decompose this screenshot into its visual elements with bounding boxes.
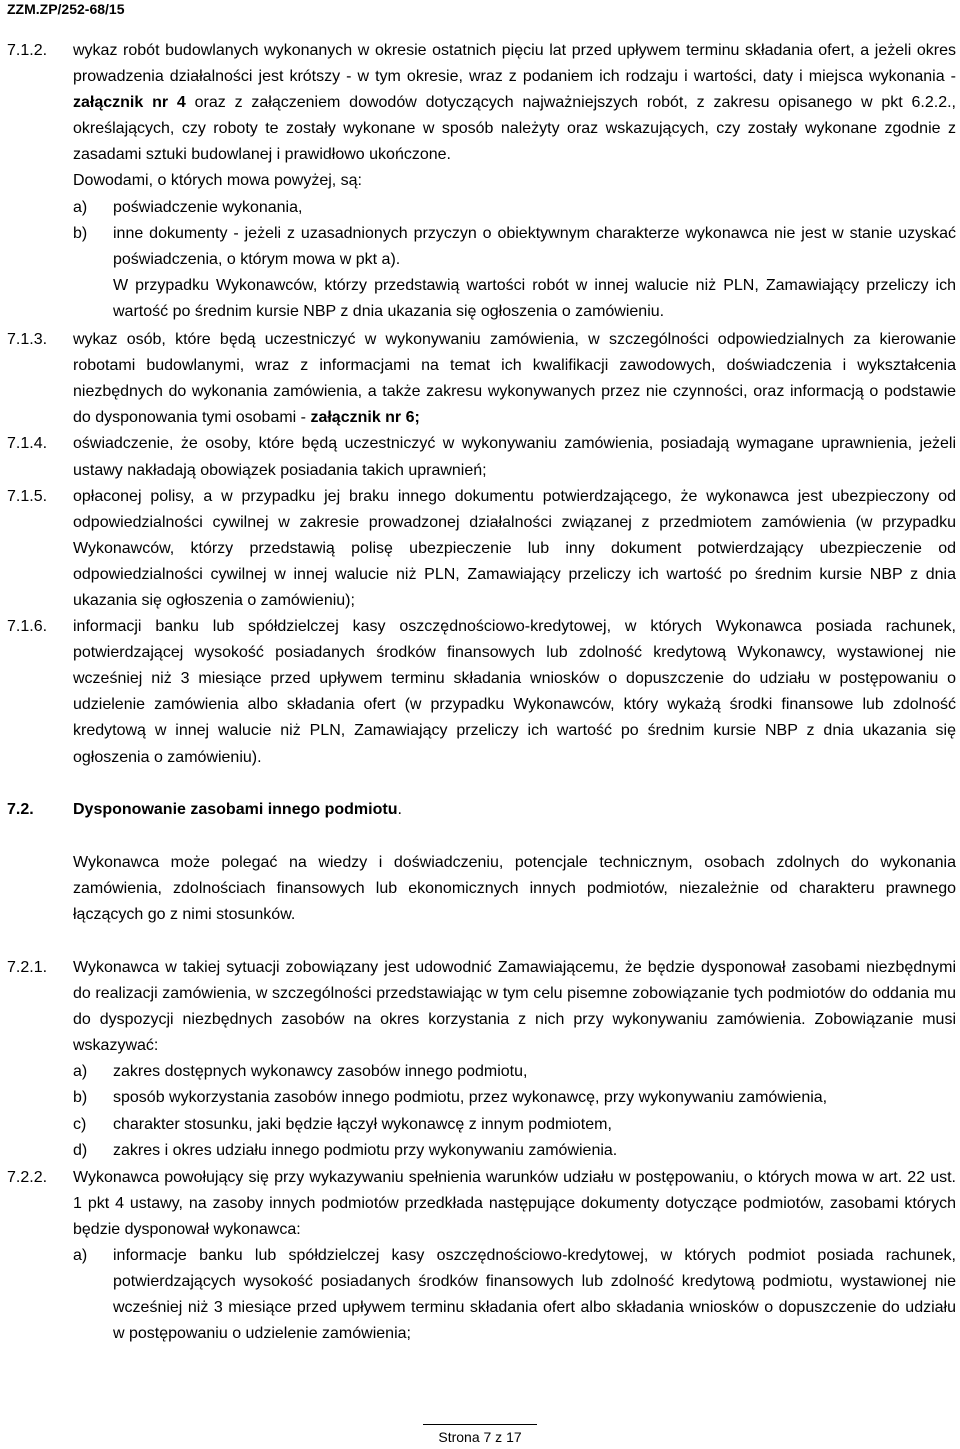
section-7-2-intro bbox=[0, 850, 960, 928]
section-number: 7.1.3. bbox=[7, 331, 48, 349]
section-7-2 bbox=[0, 797, 960, 823]
section-7-2-2 bbox=[0, 1165, 960, 1348]
section-text: informacji banku lub spółdzielczej kasy oszczędnościowo-kredytowej, w których Wykonawca posiada rachunek, potwierdzającej wysokość posiadanych środków finansowych lub zdolność kredytową Wykonawcy, wystawionej nie wcześniej niż 3 miesiące przed upływem terminu składania wniosków o dopuszczenie do udziału w postępowaniu o udzielenie zamówienia albo składania ofert (w przypadku Wykonawców, który wykażą środki finansowe lub zdolność kredytową w innej walucie niż PLN, Zamawiający przeliczy ich wartość po średnim kursie NBP z dnia ukazania się ogłoszenia o zamówieniu). bbox=[73, 618, 956, 766]
page-number: Strona 7 z 17 bbox=[438, 1429, 522, 1445]
section-number: 7.1.6. bbox=[7, 618, 48, 636]
section-number: 7.1.5. bbox=[7, 487, 48, 505]
section-7-1-2 bbox=[0, 38, 960, 325]
section-number: 7.1.4. bbox=[7, 435, 48, 453]
list-item: a) zakres dostępnych wykonawcy zasobów innego podmiotu, bbox=[73, 1063, 528, 1081]
intro-paragraph: Wykonawca może polegać na wiedzy i doświadczeniu, potencjale technicznym, osobach zdolnych do wykonania zamówienia, zdolnościach finansowych lub ekonomicznych innych podmiotów, niezależnie od charakteru prawnego łączących go z nimi stosunków. bbox=[73, 853, 956, 923]
section-text bbox=[73, 38, 956, 325]
section-text: opłaconej polisy, a w przypadku jej braku innego dokumentu potwierdzającego, że wykonawca jest ubezpieczony od odpowiedzialności cywilnej w zakresie prowadzonej działalności związanej z przedmiotem zamówienia (w przypadku Wykonawców, którzy przedstawią polisę ubezpieczenie lub inny dokument potwierdzający ubezpieczenie od odpowiedzialności cywilnej w innej walucie niż PLN, Zamawiający przeliczy ich wartość po średnim kursie NBP z dnia ukazania się ogłoszenia o zamówieniu); bbox=[73, 487, 956, 609]
section-number: 7.2. bbox=[7, 800, 34, 818]
document-reference: ZZM.ZP/252-68/15 bbox=[7, 1, 125, 17]
section-text: oświadczenie, że osoby, które będą uczestniczyć w wykonywaniu zamówienia, posiadają wymagane uprawnienia, jeżeli ustawy nakładają obowiązek posiadania takich uprawnień; bbox=[73, 435, 956, 479]
section-7-1-5 bbox=[0, 484, 960, 614]
list-item: b) inne dokumenty - jeżeli z uzasadnionych przyczyn o obiektywnym charakterze wykonawca nie jest w stanie uzyskać poświadczenia, o którym mowa w pkt a). bbox=[73, 224, 956, 268]
section-7-1-6 bbox=[0, 614, 960, 771]
section-text: wykaz osób, które będą uczestniczyć w wykonywaniu zamówienia, w szczególności odpowiedzialnych za kierowanie robotami budowlanymi, wraz z informacjami na temat ich kwalifikacji zawodowych, doświadczenia i wykształcenia niezbędnych do wykonania zamówienia, a także zakresu wykonywanych przez nie czynności, oraz informacją o podstawie do dysponowania tymi osobami - załącznik nr 6; bbox=[73, 331, 956, 427]
section-number: 7.2.2. bbox=[7, 1168, 48, 1186]
attachment-ref: załącznik nr 6; bbox=[310, 409, 420, 427]
list-item: c) charakter stosunku, jaki będzie łączył wykonawcę z innym podmiotem, bbox=[73, 1115, 612, 1133]
paragraph: Dowodami, o których mowa powyżej, są: bbox=[73, 172, 362, 190]
section-text bbox=[73, 955, 956, 1164]
section-7-1-4 bbox=[0, 431, 960, 483]
section-number: 7.2.1. bbox=[7, 959, 48, 976]
paragraph: wykaz robót budowlanych wykonanych w okresie ostatnich pięciu lat przed upływem terminu składania ofert, a jeżeli okres prowadzenia działalności jest krótszy - w tym okresie, wraz z podaniem ich rodzaju i wartości, daty i miejsca wykonania - załącznik nr 4 oraz z załączeniem dowodów dotyczących najważniejszych robót, z zakresu opisanego w pkt 6.2.2., określających, czy roboty te zostały wykonane w sposób należyty oraz wskazujących, czy zostały wykonane zgodnie z zasadami sztuki budowlanej i prawidłowo ukończone. bbox=[73, 42, 957, 164]
list-item: d) zakres i okres udziału innego podmiotu przy wykonywaniu zamówienia. bbox=[73, 1141, 618, 1159]
section-text bbox=[73, 1165, 956, 1348]
list-item: a) poświadczenie wykonania, bbox=[73, 198, 303, 216]
note-paragraph: W przypadku Wykonawców, którzy przedstawią wartości robót w innej walucie niż PLN, Zamawiający przeliczy ich wartość po średnim kursie NBP z dnia ukazania się ogłoszenia o zamówieniu. bbox=[113, 276, 956, 320]
section-title: Dysponowanie zasobami innego podmiotu. bbox=[73, 800, 402, 818]
attachment-ref: załącznik nr 4 bbox=[73, 94, 186, 112]
paragraph: Wykonawca powołujący się przy wykazywaniu spełnienia warunków udziału w postępowaniu, o których mowa w art. 22 ust. 1 pkt 4 ustawy, na zasoby innych podmiotów przedkłada następujące dokumenty dotyczące podmiotów, zasobami których będzie dysponował wykonawca: bbox=[73, 1168, 956, 1238]
section-7-1-3 bbox=[0, 327, 960, 431]
section-7-2-1 bbox=[0, 955, 960, 1164]
footer-rule bbox=[423, 1424, 537, 1425]
paragraph: Wykonawca w takiej sytuacji zobowiązany jest udowodnić Zamawiającemu, że będzie dysponował zasobami niezbędnymi do realizacji zamówienia, w szczególności przedstawiając w tym celu pisemne zobowiązanie tych podmiotów do oddania mu do dyspozycji niezbędnych zasobów na okres korzystania z nich przy wykonywaniu zamówienia. Zobowiązanie musi wskazywać: bbox=[73, 959, 956, 1055]
section-number: 7.1.2. bbox=[7, 42, 48, 59]
list-item: a) informacje banku lub spółdzielczej kasy oszczędnościowo-kredytowej, w których podmiot posiada rachunek, potwierdzających wysokość posiadanych środków finansowych lub zdolność kredytową podmiotu, wystawionej nie wcześniej niż 3 miesiące przed upływem terminu składania ofert albo składania wniosków o dopuszczenie do udziału w postępowaniu o udzielenie zamówienia; bbox=[73, 1247, 956, 1343]
list-item: b) sposób wykorzystania zasobów innego podmiotu, przez wykonawcę, przy wykonywaniu zamówienia, bbox=[73, 1089, 828, 1107]
